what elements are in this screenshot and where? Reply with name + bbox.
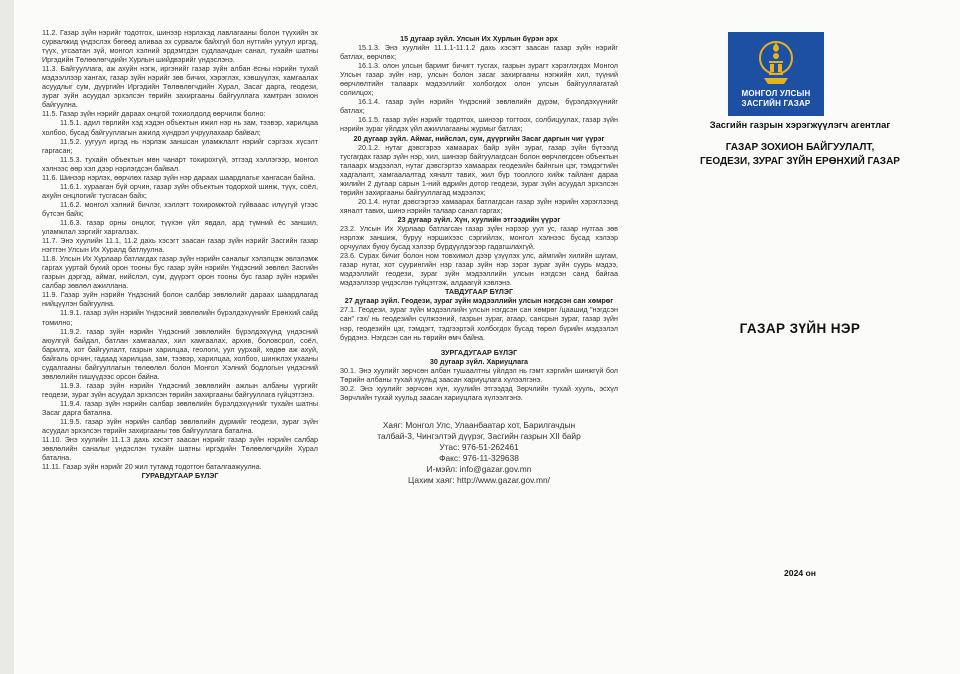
para-16-1-5: 16.1.5. газар зүйн нэрийг тодотгох, шинээр тогтоох, солбицуулах, газар зүйн нэрийн зураг үйлдэх үйл ажиллагааны журмыг батлах; bbox=[340, 115, 618, 134]
publication-year: 2024 он bbox=[784, 568, 816, 578]
contact-phone: Утас: 976-51-262461 bbox=[439, 441, 519, 452]
contact-website: Цахим хаяг: http://www.gazar.gov.mn/ bbox=[408, 474, 550, 485]
para-16-1-4: 16.1.4. газар зүйн нэрийн Үндэсний зөвлөлийн дүрэм, бүрэлдэхүүнийг батлах; bbox=[340, 97, 618, 116]
chapter-6-heading: ЗУРГАДУГААР БҮЛЭГ bbox=[440, 347, 518, 357]
article-20-heading: 20 дугаар зүйл. Аймаг, нийслэл, сум, дүүргийн Засаг даргын чиг үүрэг bbox=[353, 133, 605, 143]
para-11-9-4: 11.9.4. газар зүйн нэрийн салбар зөвлөлийн бүрэлдэхүүнийг тухайн шатны Засаг дарга батална. bbox=[42, 398, 318, 417]
para-30-1: 30.1. Энэ хуулийг зөрчсөн албан тушаалтны үйлдэл нь гэмт хэргийн шинжгүй бол Төрийн албаны тухай хуульд заасан хариуцлага хүлээлгэнэ. bbox=[340, 365, 618, 384]
para-11-5-3: 11.5.3. тухайн объектын мөн чанарт тохирохгүй, этгээд хэллэгээр, монгол хэлнээс өөр хэл дээр нэрлэгдсэн байвал. bbox=[42, 154, 318, 173]
para-11-5-2: 11.5.2. уугуул иргэд нь нэрлэж заншсан уламжлалт нэрийг сэргээх хүсэлт гаргасан; bbox=[42, 136, 318, 155]
para-30-2: 30.2. Энэ хуулийг зөрчсөн хүн, хуулийн этгээдэд Зөрчлийн тухай хууль, эсхүл Зөрчлийн тухай хуульд заасан хариуцлага хүлээлгэнэ. bbox=[340, 383, 618, 402]
article-23-heading: 23 дугаар зүйл. Хүн, хуулийн этгээдийн үүрэг bbox=[397, 214, 561, 224]
contact-block bbox=[340, 420, 618, 486]
para-11-6: 11.6. Шинээр нэрлэх, өөрчлөх газар зүйн нэр дараах шаардлагыг хангасан байна. bbox=[42, 172, 316, 182]
contact-address-line1: Хаяг: Монгол Улс, Улаанбаатар хот, Барилгачдын bbox=[382, 419, 576, 430]
para-11-9-1: 11.9.1. газар зүйн нэрийн Үндэсний зөвлөлийн бүрэлдэхүүнийг Ерөнхий сайд томилно; bbox=[42, 308, 318, 327]
para-11-5-1: 11.5.1. адил төрлийн хэд хэдэн объектын ижил нэр нь зам, тээвэр, харилцаа холбоо, бусад байгууллагын ажилд хүндрэл учруулахаар байвал; bbox=[42, 118, 318, 137]
para-11-6-3: 11.6.3. газар орны онцлог, түүхэн үйл явдал, ард түмний ёс заншил, уламжлал зэргийг харгалзах. bbox=[42, 217, 318, 237]
para-11-5: 11.5. Газар зүйн нэрийг дараах онцгой тохиолдолд өөрчилж болно: bbox=[42, 109, 266, 119]
emblem-text-line2: ЗАСГИЙН ГАЗАР bbox=[741, 99, 811, 108]
para-15-1: 15.1.3. Энэ хуулийн 11.1.1-11.1.2 дахь хэсэгт заасан газар зүйн нэрийг батлах, өөрчлөх; bbox=[340, 43, 618, 62]
para-11-11: 11.11. Газар зүйн нэрийг 20 жил тутамд тодотгон баталгаажуулна. bbox=[42, 462, 262, 472]
para-11-7: 11.7. Энэ хуулийн 11.1, 11.2 дахь хэсэгт заасан газар зүйн нэрийг Засгийн газар нэгтгэн Улсын Их Хуралд батлуулна. bbox=[42, 236, 318, 255]
para-11-8: 11.8. Улсын Их Хурлаар батлагдах газар зүйн нэрийн саналыг хэлэлцэж эвлэлэмж гаргах ууртай бүхий орон тооны бус газар зүйн нэрийн Үндэсний зөвлөл Засгийн газрын дэргэд, аймаг, нийслэл, сум, дүүрэгт орон тооны бус газар зүйн нэрийн салбар зөвлөл ажиллана. bbox=[42, 254, 318, 291]
para-16-1-3: 16.1.3. олон улсын баримт бичигт тусгах, газрын зурагт хэрэглэгдэх Монгол Улсын газар зүйн нэр, улсын болон засаг захиргааны нэгжийн хил, түүний өөрчлөлтийн талаарх мэдээллийг холбогдох олон улсын байгууллагатай солилцох; bbox=[340, 61, 618, 98]
article-15-heading: 15 дугаар зүйл. Улсын Их Хурлын бүрэн эрх bbox=[400, 34, 558, 43]
chapter-3-heading: ГУРАВДУГААР БҮЛЭГ bbox=[141, 471, 219, 481]
para-23-2: 23.2. Улсын Их Хурлаар батлагсан газар зүйн нэрээр уул ус, газар нутгаа зөв нэрлэж заншиж, буруу нэршихээс сэргийлэх, монгол хэлнээс бусад хэлээр орчуулах буюу бусад хэлээр бүрдүүлдэгээр гадагшлахгүй. bbox=[340, 223, 618, 252]
soyombo-emblem-icon bbox=[758, 38, 794, 86]
para-11-3: 11.3. Байгууллага, аж ахуйн нэгж, иргэнийг газар зүйн албан ёсны нэрийн тухай мэдээллээр хангах, газар зүйн нэрийг зөв бичих, хэрэглэх, хэвшүүлэх, хамгаалах асуудлыг сум, дүүргийн Иргэдийн Төлөөлөгчдийн Хурал, Засаг дарга, геодези, зураг зүйн асуудал эрхэлсэн төрийн захиргааны байгууллага хамтран зохион байгуулна. bbox=[42, 64, 318, 110]
para-11-9-3: 11.9.3. газар зүйн нэрийн Үндэсний зөвлөлийн ажлын албаны үүргийг геодези, зураг зүйн асуудал эрхэлсэн төрийн захиргааны байгууллага гүйцэтгэнэ. bbox=[42, 380, 318, 399]
contact-address-line2: талбай-3, Чингэлтэй дүүрэг, Засгийн газрын XII байр bbox=[377, 430, 581, 441]
para-11-10: 11.10. Энэ хуулийн 11.1.3 дахь хэсэгт заасан нэрийг газар зүйн нэрийн салбар зөвлөлийн саналыг үндэслэн тухайн шатны иргэдийн Төлөөлөгчдийн Хурал батална. bbox=[42, 435, 318, 463]
para-20-1-4: 20.1.4. нутаг дэвсгэртээ хамаарах батлагдсан газар зүйн нэрийн хэрэглээнд хяналт тавих, шинэ нэрийн талаар санал гаргах; bbox=[340, 196, 618, 215]
government-emblem-logo bbox=[728, 32, 824, 116]
agency-subtitle: Засгийн газрын хэрэгжүүлэгч агентлаг bbox=[709, 119, 891, 130]
para-11-9-2: 11.9.2. газар зүйн нэрийн Үндэсний зөвлөлийн бүрэлдэхүүнд үндэсний аюулгүй байдал, батлан хамгаалах, хил хамгаалах, архив, боловсрол, соёл, барилга, хот байгуулалт, газрын харилцаа, геологи, уул уурхай, хөдөө аж ахуй, байгаль орчин, гадаад харилцаа, зам, тээвэр, харилцаа, холбоо, шинжлэх ухааны судалгааны байгууллагын төлөөлөл болон Монгол Хэлний бодлогын үндэсний зөвлөлийн гишүүдээс орсон байна. bbox=[42, 326, 318, 381]
chapter-5-heading: ТАВДУГААР БҮЛЭГ bbox=[444, 287, 514, 297]
para-11-9: 11.9. Газар зүйн нэрийн Үндэсний болон салбар зөвлөлийг дараах шаардлагад нийцүүлэн байгуулна. bbox=[42, 290, 318, 309]
document-title: ГАЗАР ЗҮЙН НЭР bbox=[739, 321, 861, 336]
para-23-6: 23.6. Сурах бичиг болон ном товхимол дээр үзүүлэх улс, аймгийн хилийн шугам, газар нутаг, хот суурингийн нэр газар зүйн нэр зэрэг зураг зүйн суурь мэдээ, мэдээллийг геодези, зураг зүйн мэдээллийн улсын нэгдсэн санд байгаа мэдээллээр үндэслэн гүйцэтгэж, алдаагүй хэвлэнэ. bbox=[340, 251, 618, 288]
emblem-text-line1: МОНГОЛ УЛСЫН bbox=[741, 89, 811, 98]
para-11-2: 11.2. Газар зүйн нэрийг тодотгох, шинээр нэрлэхэд лавлагааны болон түүхийн эх сурвалжид үндэслэх бөгөөд аливаа эх сурвалж байхгүй бол нутгийн уугуул иргэд, түүх, угсаатан зүй, монгол хэлний эрдэмтдэн судлаачдын санал, тухайн шатны Иргэдийн Төлөөлөгчдийн Хурлын шийдвэрийг үндэслэнэ. bbox=[42, 28, 318, 65]
agency-name-line1: ГАЗАР ЗОХИОН БАЙГУУЛАЛТ, bbox=[725, 142, 875, 153]
agency-name bbox=[640, 141, 960, 169]
contact-fax: Факс: 976-11-329638 bbox=[439, 452, 519, 463]
para-20-1-2: 20.1.2. нутаг дэвсгэрээ хамаарах байр зүйн зураг, газар зүйн бүтээлд тусгагдах газар зүйн нэр, хил, шинээр байгуулагдсан болон өөрчлөгдсөн объектын талаарх мэдээлэл, нутаг дэвсгэртээ хамаарах геодезийн байнгын цэг, тэмдэгтийн хадгалалт, хамгаалалтад хяналт тавих, жил бүр тооллого хийж тайланг дараа жилийн 2 дугаар сарын 1-ний өдрийн дотор геодези, зураг зүйн асуудал эрхэлсэн төрийн захиргааны байгууллагад мэдээлэх; bbox=[340, 142, 618, 197]
article-27-heading: 27 дугаар зүйл. Геодези, зураг зүйн мэдээллийн улсын нэгдсэн сан хөмрөг bbox=[344, 296, 614, 306]
law-column-middle bbox=[340, 34, 618, 486]
para-11-6-2: 11.6.2. монгол хэлний бичлэг, хэллэгт тохиромжтой гүйвааас илүүгүй үгээс бүтсэн байх; bbox=[42, 199, 318, 218]
contact-email: И-мэйл: info@gazar.gov.mn bbox=[426, 463, 532, 474]
para-11-6-1: 11.6.1. хурааган бүй орчин, газар зүйн объектын тодорхой шинж, түүх, соёл, ахуйн онцлогийг тусгасан байх; bbox=[42, 181, 318, 200]
para-11-9-5: 11.9.5. газар зүйн нэрийн салбар зөвлөлийн дүрмийг геодези, зураг зүйн асуудал эрхэлсэн төрийн захиргааны төв байгууллага батална. bbox=[42, 417, 318, 436]
law-column-left bbox=[42, 28, 318, 480]
agency-name-line2: ГЕОДЕЗИ, ЗУРАГ ЗҮЙН ЕРӨНХИЙ ГАЗАР bbox=[700, 156, 900, 167]
para-27-1: 27.1. Геодези, зураг зүйн мэдээллийн улсын нэгдсэн сан хөмрөг /цаашид "нэгдсэн сан" гэх/ нь геодезийн сүлжээний, газрын зураг, агаар, сансрын зураг, газар зүйн нэр, геодезийн цэг, тэмдэгт, тэдгээртэй холбогдох бусад төрөл бүрийн мэдээлэл бүрдэнэ. Нэгдсэн сан нь төрийн өмч байна. bbox=[340, 305, 618, 342]
article-30-heading: 30 дугаар зүйл. Хариуцлага bbox=[429, 356, 529, 366]
scan-edge bbox=[0, 0, 14, 674]
